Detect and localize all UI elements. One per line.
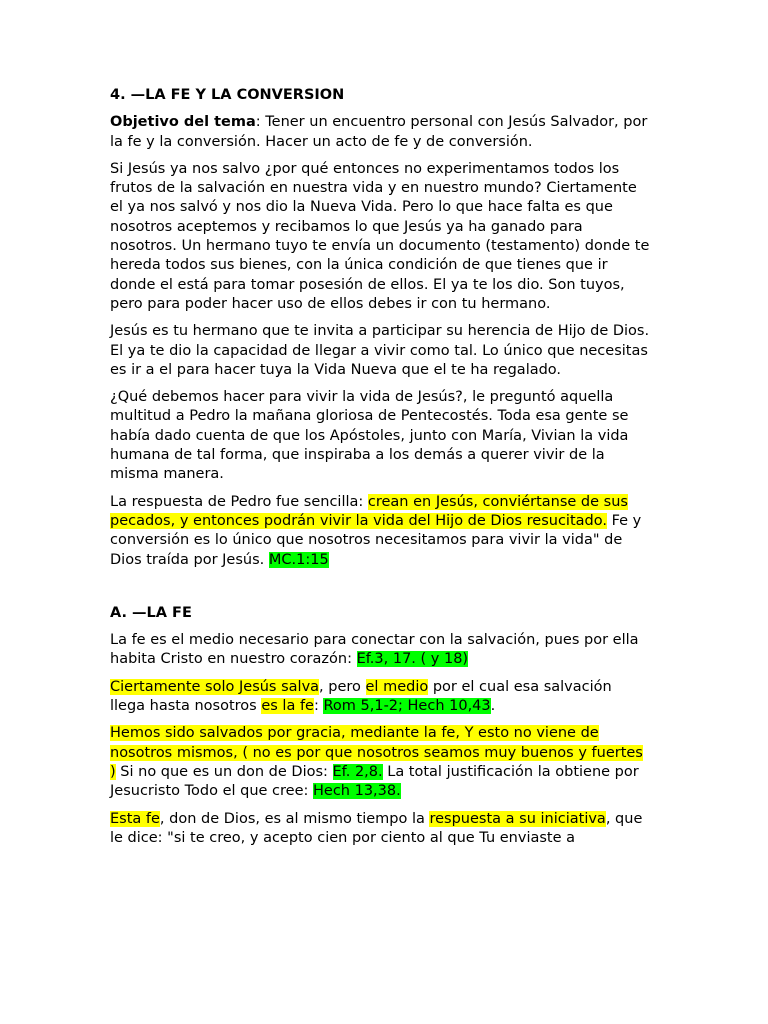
- paragraph-only-jesus: [110, 678, 650, 717]
- text-segment: Fe y conversión es lo único que nosotros necesitamos para vivir la vida" de Dios traída por Jesús.: [110, 512, 642, 568]
- text-segment: La fe es el medio necesario para conectar con la salvación, pues por ella habita Cristo en nuestro corazón:: [110, 632, 639, 668]
- paragraph-brother: Jesús es tu hermano que te invita a participar su herencia de Hijo de Dios. El ya te dio la capacidad de llegar a vivir como tal. Lo único que necesitas es ir a el para hacer tuya la Vida Nueva que el te ha regalado.: [110, 323, 650, 378]
- text-segment: .: [490, 698, 496, 715]
- paragraph-pentecost: ¿Qué debemos hacer para vivir la vida de Jesús?, le preguntó aquella multitud a Pedro la mañana gloriosa de Pentecostés. Toda esa gente se había dado cuenta de que los Apóstoles, junto con María, Vivian la vida humana de tal forma, que inspiraba a los demás a querer vivir de la misma manera.: [110, 389, 629, 483]
- scripture-reference: MC.1:15: [268, 551, 329, 568]
- scripture-reference: Ef.3, 17. ( y 18): [356, 651, 469, 668]
- highlight-yellow: es la fe: [261, 698, 314, 715]
- section-title: 4. —LA FE Y LA CONVERSION: [110, 87, 345, 103]
- objective-text: : Tener un encuentro personal con Jesús Salvador, por la fe y la conversión. Hacer un acto de fe y de conversión.: [110, 114, 648, 150]
- text-segment: , pero: [319, 678, 366, 695]
- highlight-yellow: respuesta a su iniciativa: [429, 810, 606, 827]
- scripture-reference: Rom 5,1-2; Hech 10,43: [323, 698, 491, 715]
- document-page: [110, 86, 650, 856]
- paragraph-peter-answer: [110, 493, 650, 570]
- paragraph-faith-medium: [110, 631, 650, 670]
- scripture-reference: Ef. 2,8.: [332, 763, 383, 780]
- objective-label: Objetivo del tema: [110, 114, 256, 131]
- highlight-yellow: Esta fe: [110, 810, 160, 827]
- objective-paragraph: [110, 113, 650, 152]
- text-segment: , que le dice: "si te creo, y acepto cien por ciento al que Tu enviaste a: [110, 810, 643, 846]
- text-segment: Si no que es un don de Dios:: [115, 763, 333, 780]
- highlight-yellow: Hemos sido salvados por gracia, mediante la fe, Y esto no viene de nosotros mismos, ( no es por que nosotros seamos muy buenos y fuertes ): [110, 725, 643, 780]
- paragraph-grace: [110, 724, 650, 801]
- text-segment: La total justificación la obtiene por Jesucristo Todo el que cree:: [110, 763, 639, 800]
- paragraph-inheritance: Si Jesús ya nos salvo ¿por qué entonces no experimentamos todos los frutos de la salvación en nuestra vida y en nuestro mundo? Ciertamente el ya nos salvó y nos dio la Nueva Vida. Pero lo que hace falta es que nosotros aceptemos y recibamos lo que Jesús ya ha ganado para nosotros. Un hermano tuyo te envía un documento (testamento) donde te hereda todos sus bienes, con la única condición de que tienes que ir donde el está para tomar posesión de ellos. El ya te los dio. Son tuyos, pero para poder hacer uso de ellos debes ir con tu hermano.: [110, 160, 650, 312]
- spacer: [110, 578, 650, 604]
- highlight-yellow: Ciertamente solo Jesús salva: [110, 678, 320, 695]
- text-segment: por el cual esa salvación llega hasta nosotros: [110, 678, 612, 715]
- highlight-yellow: el medio: [365, 678, 429, 695]
- highlight-yellow: crean en Jesús, conviértanse de sus pecados, y entonces podrán vivir la vida del Hijo de Dios resucitado.: [110, 493, 628, 529]
- text-segment: :: [313, 698, 324, 715]
- paragraph-response: [110, 810, 650, 849]
- text-segment: La respuesta de Pedro fue sencilla:: [110, 493, 368, 510]
- subsection-title: A. —LA FE: [110, 604, 192, 621]
- scripture-reference: Hech 13,38.: [313, 783, 401, 800]
- text-segment: , don de Dios, es al mismo tiempo la: [159, 810, 430, 827]
